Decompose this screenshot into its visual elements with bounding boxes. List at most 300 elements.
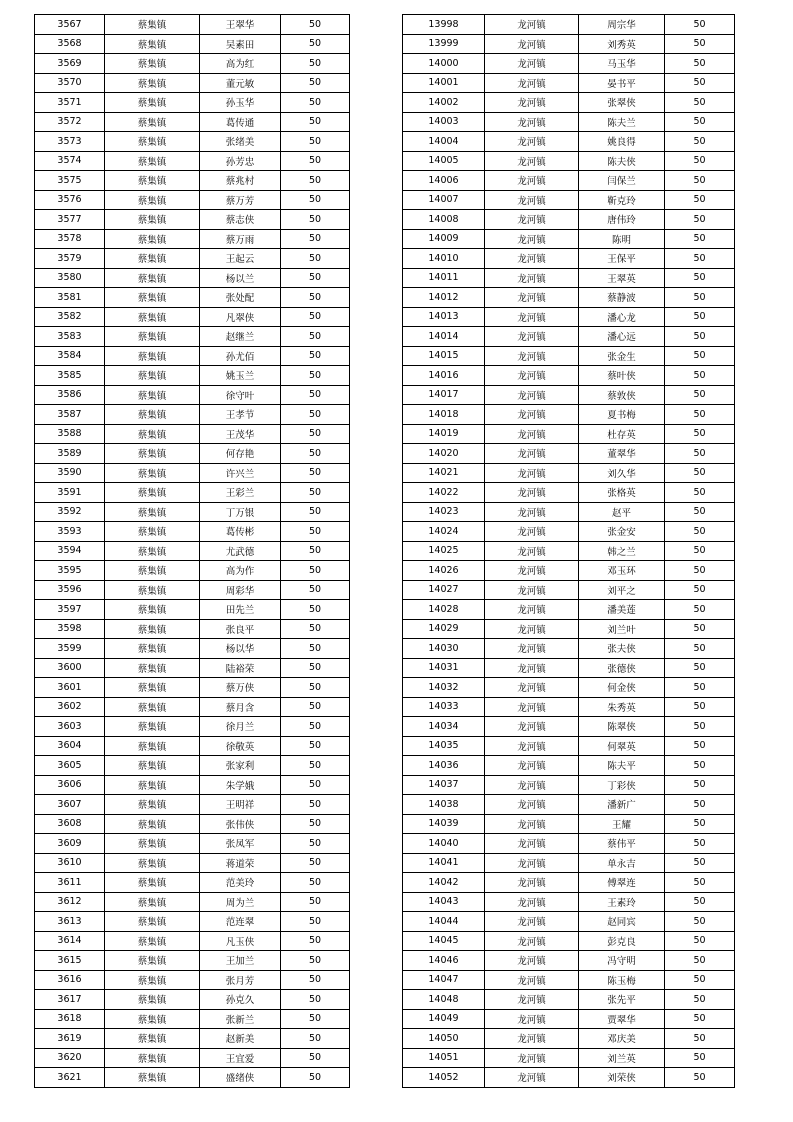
cell-amount: 50 (665, 970, 735, 990)
cell-amount: 50 (281, 288, 350, 308)
cell-amount: 50 (281, 717, 350, 737)
table-row (403, 639, 735, 659)
cell-amount: 50 (665, 73, 735, 93)
cell-id: 3605 (35, 756, 105, 776)
cell-town: 龙河镇 (485, 1048, 579, 1068)
cell-town: 龙河镇 (485, 892, 579, 912)
cell-id: 3620 (35, 1048, 105, 1068)
cell-id: 3601 (35, 678, 105, 698)
cell-name: 王宜爱 (200, 1048, 281, 1068)
cell-name: 杜存英 (579, 424, 665, 444)
table-row (403, 502, 735, 522)
cell-town: 龙河镇 (485, 1029, 579, 1049)
cell-id: 3609 (35, 834, 105, 854)
cell-town: 龙河镇 (485, 736, 579, 756)
cell-id: 14047 (403, 970, 485, 990)
cell-town: 蔡集镇 (105, 834, 200, 854)
table-row (35, 366, 350, 386)
cell-town: 蔡集镇 (105, 171, 200, 191)
cell-town: 蔡集镇 (105, 385, 200, 405)
table-row (403, 73, 735, 93)
cell-town: 蔡集镇 (105, 210, 200, 230)
table-row (35, 970, 350, 990)
cell-town: 龙河镇 (485, 561, 579, 581)
cell-id: 3597 (35, 600, 105, 620)
cell-name: 张月芳 (200, 970, 281, 990)
cell-id: 14041 (403, 853, 485, 873)
cell-town: 蔡集镇 (105, 151, 200, 171)
cell-town: 蔡集镇 (105, 73, 200, 93)
cell-id: 14046 (403, 951, 485, 971)
table-row (403, 775, 735, 795)
cell-id: 14048 (403, 990, 485, 1010)
table-row (403, 853, 735, 873)
cell-town: 蔡集镇 (105, 580, 200, 600)
cell-name: 晏书平 (579, 73, 665, 93)
cell-amount: 50 (665, 853, 735, 873)
cell-id: 3593 (35, 522, 105, 542)
cell-town: 蔡集镇 (105, 990, 200, 1010)
cell-name: 张处配 (200, 288, 281, 308)
cell-name: 周彩华 (200, 580, 281, 600)
cell-name: 尤武德 (200, 541, 281, 561)
cell-name: 朱学娥 (200, 775, 281, 795)
cell-amount: 50 (281, 697, 350, 717)
cell-town: 蔡集镇 (105, 814, 200, 834)
cell-id: 14036 (403, 756, 485, 776)
table-row (35, 678, 350, 698)
table-row (403, 268, 735, 288)
cell-name: 董翠华 (579, 444, 665, 464)
cell-amount: 50 (281, 327, 350, 347)
cell-id: 14032 (403, 678, 485, 698)
table-row (403, 132, 735, 152)
table-row (403, 366, 735, 386)
cell-name: 刘兰叶 (579, 619, 665, 639)
table-row (35, 1048, 350, 1068)
cell-id: 3572 (35, 112, 105, 132)
cell-id: 14037 (403, 775, 485, 795)
table-row (35, 444, 350, 464)
cell-id: 14052 (403, 1068, 485, 1088)
cell-id: 14029 (403, 619, 485, 639)
cell-name: 张新兰 (200, 1009, 281, 1029)
cell-town: 蔡集镇 (105, 678, 200, 698)
table-row (403, 327, 735, 347)
table-row (403, 834, 735, 854)
cell-id: 3586 (35, 385, 105, 405)
cell-name: 张德侠 (579, 658, 665, 678)
cell-id: 14022 (403, 483, 485, 503)
cell-amount: 50 (281, 151, 350, 171)
cell-id: 3610 (35, 853, 105, 873)
cell-amount: 50 (665, 775, 735, 795)
cell-town: 蔡集镇 (105, 1009, 200, 1029)
cell-name: 张绪美 (200, 132, 281, 152)
cell-amount: 50 (281, 385, 350, 405)
cell-name: 田先兰 (200, 600, 281, 620)
cell-name: 刘秀英 (579, 34, 665, 54)
cell-id: 14017 (403, 385, 485, 405)
table-row (403, 424, 735, 444)
cell-amount: 50 (665, 366, 735, 386)
table-row (35, 561, 350, 581)
cell-name: 蔡伟平 (579, 834, 665, 854)
cell-town: 蔡集镇 (105, 853, 200, 873)
cell-town: 蔡集镇 (105, 541, 200, 561)
cell-name: 冯守明 (579, 951, 665, 971)
cell-name: 周宗华 (579, 15, 665, 35)
table-row (403, 288, 735, 308)
cell-town: 蔡集镇 (105, 54, 200, 74)
cell-amount: 50 (665, 249, 735, 269)
table-row (403, 873, 735, 893)
table-row (35, 385, 350, 405)
cell-name: 王翠英 (579, 268, 665, 288)
cell-town: 龙河镇 (485, 151, 579, 171)
cell-name: 蔡叶侠 (579, 366, 665, 386)
table-row (35, 424, 350, 444)
cell-id: 3616 (35, 970, 105, 990)
cell-name: 刘兰英 (579, 1048, 665, 1068)
cell-name: 盛绪侠 (200, 1068, 281, 1088)
cell-name: 傅翠连 (579, 873, 665, 893)
table-row (403, 580, 735, 600)
cell-town: 龙河镇 (485, 73, 579, 93)
cell-name: 邓玉环 (579, 561, 665, 581)
table-row (35, 853, 350, 873)
table-row (35, 1009, 350, 1029)
cell-amount: 50 (281, 229, 350, 249)
cell-name: 潘美莲 (579, 600, 665, 620)
cell-town: 龙河镇 (485, 444, 579, 464)
cell-id: 3578 (35, 229, 105, 249)
cell-name: 蔡静波 (579, 288, 665, 308)
cell-amount: 50 (281, 522, 350, 542)
table-row (403, 970, 735, 990)
cell-id: 14026 (403, 561, 485, 581)
cell-town: 蔡集镇 (105, 502, 200, 522)
cell-town: 蔡集镇 (105, 892, 200, 912)
cell-amount: 50 (665, 405, 735, 425)
cell-id: 14049 (403, 1009, 485, 1029)
cell-name: 邓庆美 (579, 1029, 665, 1049)
table-row (403, 483, 735, 503)
cell-amount: 50 (281, 73, 350, 93)
cell-name: 张良平 (200, 619, 281, 639)
cell-amount: 50 (281, 990, 350, 1010)
table-row (35, 132, 350, 152)
cell-id: 14035 (403, 736, 485, 756)
cell-town: 龙河镇 (485, 873, 579, 893)
cell-name: 蔡万芳 (200, 190, 281, 210)
cell-amount: 50 (281, 249, 350, 269)
cell-name: 何翠英 (579, 736, 665, 756)
cell-name: 赵平 (579, 502, 665, 522)
table-row (35, 522, 350, 542)
cell-town: 蔡集镇 (105, 951, 200, 971)
cell-amount: 50 (665, 522, 735, 542)
cell-name: 葛传通 (200, 112, 281, 132)
cell-amount: 50 (665, 873, 735, 893)
cell-amount: 50 (665, 444, 735, 464)
cell-id: 3585 (35, 366, 105, 386)
cell-town: 龙河镇 (485, 639, 579, 659)
table-row (403, 385, 735, 405)
cell-amount: 50 (665, 1068, 735, 1088)
cell-amount: 50 (665, 912, 735, 932)
cell-amount: 50 (281, 541, 350, 561)
cell-id: 14009 (403, 229, 485, 249)
cell-id: 14004 (403, 132, 485, 152)
cell-town: 龙河镇 (485, 697, 579, 717)
cell-town: 龙河镇 (485, 229, 579, 249)
table-row (403, 541, 735, 561)
table-row (35, 697, 350, 717)
cell-id: 3590 (35, 463, 105, 483)
cell-name: 王明祥 (200, 795, 281, 815)
cell-town: 蔡集镇 (105, 249, 200, 269)
cell-id: 3570 (35, 73, 105, 93)
cell-amount: 50 (665, 171, 735, 191)
table-row (403, 54, 735, 74)
table-row (403, 93, 735, 113)
cell-town: 蔡集镇 (105, 717, 200, 737)
cell-id: 3600 (35, 658, 105, 678)
table-row (35, 1068, 350, 1088)
table-row (35, 288, 350, 308)
cell-id: 14050 (403, 1029, 485, 1049)
cell-id: 3579 (35, 249, 105, 269)
table-row (403, 1048, 735, 1068)
cell-id: 14012 (403, 288, 485, 308)
cell-amount: 50 (665, 34, 735, 54)
cell-id: 3588 (35, 424, 105, 444)
table-row (35, 463, 350, 483)
cell-town: 蔡集镇 (105, 15, 200, 35)
cell-id: 14001 (403, 73, 485, 93)
cell-id: 3577 (35, 210, 105, 230)
cell-id: 14006 (403, 171, 485, 191)
table-row (403, 522, 735, 542)
cell-amount: 50 (665, 678, 735, 698)
table-row (403, 892, 735, 912)
cell-town: 蔡集镇 (105, 931, 200, 951)
cell-town: 蔡集镇 (105, 658, 200, 678)
table-row (35, 873, 350, 893)
cell-amount: 50 (665, 736, 735, 756)
table-row (35, 346, 350, 366)
table-row (35, 268, 350, 288)
cell-town: 龙河镇 (485, 580, 579, 600)
cell-town: 蔡集镇 (105, 444, 200, 464)
cell-town: 龙河镇 (485, 210, 579, 230)
cell-name: 蔡万侠 (200, 678, 281, 698)
cell-town: 龙河镇 (485, 424, 579, 444)
cell-name: 蔡万雨 (200, 229, 281, 249)
table-row (35, 892, 350, 912)
cell-town: 蔡集镇 (105, 1048, 200, 1068)
left-table (34, 14, 350, 1088)
cell-id: 14019 (403, 424, 485, 444)
cell-amount: 50 (665, 639, 735, 659)
cell-name: 赵同宾 (579, 912, 665, 932)
cell-town: 蔡集镇 (105, 912, 200, 932)
cell-amount: 50 (665, 541, 735, 561)
cell-amount: 50 (281, 639, 350, 659)
cell-id: 3604 (35, 736, 105, 756)
table-row (403, 658, 735, 678)
cell-id: 3584 (35, 346, 105, 366)
table-row (35, 736, 350, 756)
cell-name: 王素玲 (579, 892, 665, 912)
cell-name: 张夫侠 (579, 639, 665, 659)
cell-id: 3580 (35, 268, 105, 288)
table-row (403, 151, 735, 171)
cell-name: 周为兰 (200, 892, 281, 912)
cell-amount: 50 (665, 990, 735, 1010)
cell-name: 王茂华 (200, 424, 281, 444)
cell-town: 龙河镇 (485, 678, 579, 698)
cell-id: 3613 (35, 912, 105, 932)
table-row (403, 15, 735, 35)
table-row (35, 795, 350, 815)
cell-amount: 50 (665, 561, 735, 581)
table-row (35, 34, 350, 54)
table-row (403, 171, 735, 191)
cell-town: 龙河镇 (485, 931, 579, 951)
cell-town: 龙河镇 (485, 190, 579, 210)
table-row (403, 697, 735, 717)
cell-amount: 50 (665, 424, 735, 444)
table-row (35, 951, 350, 971)
cell-town: 蔡集镇 (105, 34, 200, 54)
cell-amount: 50 (281, 483, 350, 503)
cell-id: 14044 (403, 912, 485, 932)
cell-id: 3569 (35, 54, 105, 74)
cell-amount: 50 (665, 951, 735, 971)
cell-id: 14043 (403, 892, 485, 912)
cell-town: 龙河镇 (485, 756, 579, 776)
cell-name: 刘平之 (579, 580, 665, 600)
cell-town: 龙河镇 (485, 327, 579, 347)
cell-town: 龙河镇 (485, 775, 579, 795)
cell-id: 3589 (35, 444, 105, 464)
cell-id: 3596 (35, 580, 105, 600)
cell-town: 蔡集镇 (105, 697, 200, 717)
cell-amount: 50 (281, 814, 350, 834)
cell-town: 龙河镇 (485, 600, 579, 620)
table-row (35, 600, 350, 620)
cell-id: 3594 (35, 541, 105, 561)
cell-amount: 50 (281, 444, 350, 464)
cell-town: 龙河镇 (485, 15, 579, 35)
table-row (35, 171, 350, 191)
cell-amount: 50 (665, 580, 735, 600)
cell-id: 14002 (403, 93, 485, 113)
table-row (35, 756, 350, 776)
cell-town: 龙河镇 (485, 483, 579, 503)
cell-name: 刘荣侠 (579, 1068, 665, 1088)
table-row (35, 931, 350, 951)
cell-amount: 50 (281, 210, 350, 230)
cell-id: 3592 (35, 502, 105, 522)
cell-name: 陈玉梅 (579, 970, 665, 990)
cell-town: 蔡集镇 (105, 405, 200, 425)
table-row (35, 775, 350, 795)
cell-name: 张金生 (579, 346, 665, 366)
cell-amount: 50 (281, 93, 350, 113)
cell-town: 龙河镇 (485, 619, 579, 639)
cell-amount: 50 (281, 405, 350, 425)
cell-amount: 50 (281, 931, 350, 951)
cell-amount: 50 (281, 873, 350, 893)
cell-id: 3571 (35, 93, 105, 113)
table-row (403, 561, 735, 581)
cell-id: 3615 (35, 951, 105, 971)
cell-amount: 50 (281, 132, 350, 152)
cell-amount: 50 (665, 756, 735, 776)
cell-name: 王孝节 (200, 405, 281, 425)
cell-name: 徐守叶 (200, 385, 281, 405)
cell-town: 龙河镇 (485, 366, 579, 386)
cell-amount: 50 (281, 775, 350, 795)
cell-name: 张凤军 (200, 834, 281, 854)
cell-id: 3614 (35, 931, 105, 951)
cell-amount: 50 (281, 619, 350, 639)
cell-town: 龙河镇 (485, 1009, 579, 1029)
cell-id: 14003 (403, 112, 485, 132)
cell-town: 蔡集镇 (105, 736, 200, 756)
table-row (403, 951, 735, 971)
cell-town: 蔡集镇 (105, 561, 200, 581)
cell-amount: 50 (281, 951, 350, 971)
cell-amount: 50 (665, 619, 735, 639)
cell-id: 13999 (403, 34, 485, 54)
table-row (35, 307, 350, 327)
cell-name: 蔡敦侠 (579, 385, 665, 405)
cell-town: 蔡集镇 (105, 522, 200, 542)
cell-name: 张先平 (579, 990, 665, 1010)
cell-id: 14021 (403, 463, 485, 483)
cell-town: 龙河镇 (485, 307, 579, 327)
cell-name: 韩之兰 (579, 541, 665, 561)
cell-id: 3603 (35, 717, 105, 737)
cell-name: 赵继兰 (200, 327, 281, 347)
cell-town: 龙河镇 (485, 541, 579, 561)
cell-town: 龙河镇 (485, 1068, 579, 1088)
cell-id: 14045 (403, 931, 485, 951)
cell-town: 蔡集镇 (105, 795, 200, 815)
cell-town: 龙河镇 (485, 658, 579, 678)
cell-amount: 50 (665, 385, 735, 405)
cell-town: 蔡集镇 (105, 483, 200, 503)
cell-town: 蔡集镇 (105, 366, 200, 386)
table-row (403, 736, 735, 756)
table-row (403, 405, 735, 425)
cell-town: 龙河镇 (485, 34, 579, 54)
cell-town: 龙河镇 (485, 171, 579, 191)
table-row (403, 678, 735, 698)
cell-town: 龙河镇 (485, 346, 579, 366)
cell-name: 蔡月含 (200, 697, 281, 717)
table-row (403, 814, 735, 834)
cell-amount: 50 (281, 795, 350, 815)
table-row (35, 912, 350, 932)
table-row (403, 307, 735, 327)
table-row (35, 93, 350, 113)
cell-amount: 50 (281, 892, 350, 912)
